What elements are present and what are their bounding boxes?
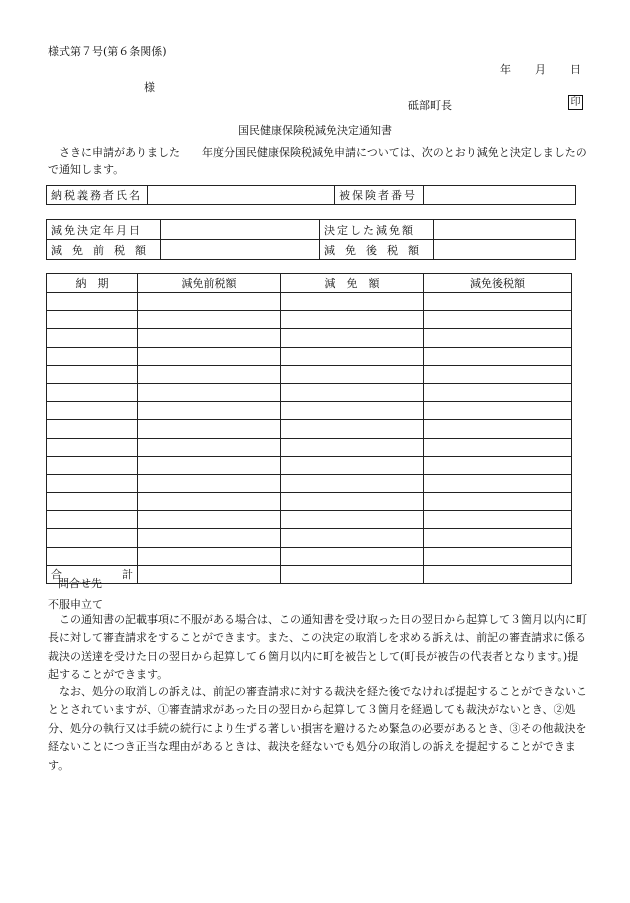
total-label-right: 計 [122, 568, 133, 582]
form-number: 様式第７号(第６条関係) [48, 45, 167, 58]
inquiry-label: 問合せ先 [58, 577, 102, 590]
before-tax-value[interactable] [161, 240, 320, 260]
appeal-text-1: この通知書の記載事項に不服がある場合は、この通知書を受け取った日の翌日から起算して３箇月以内に町長に対して審査請求をすることができます。また、この決定の取消しを求める訴えは、前記の審査請求に係る裁決の送達を受けた日の翌日から起算して６箇月以内に町を被告として(町長が被告の代表者となります。)提起することができます。 [48, 613, 587, 682]
header-after-tax: 減免後税額 [424, 274, 572, 293]
addressee-suffix: 様 [144, 81, 155, 94]
date-line [500, 61, 581, 77]
table-row [47, 438, 572, 456]
table-row [47, 511, 572, 529]
table-row [47, 293, 572, 311]
table-row [47, 547, 572, 565]
table-row [47, 493, 572, 511]
table-row [47, 420, 572, 438]
after-tax-label: 減免後税額 [320, 240, 434, 260]
header-due: 納 期 [47, 274, 138, 293]
decision-date-label: 減免決定年月日 [47, 220, 161, 240]
decided-amount-value[interactable] [434, 220, 576, 240]
total-label-left: 合 [51, 568, 62, 582]
table-row [47, 383, 572, 401]
document-title: 国民健康保険税減免決定通知書 [238, 124, 392, 137]
after-tax-value[interactable] [434, 240, 576, 260]
taxpayer-value[interactable] [148, 186, 335, 205]
payment-table [46, 273, 572, 584]
date-day: 日 [570, 63, 581, 76]
table-row [47, 474, 572, 492]
appeal-text-2: なお、処分の取消しの訴えは、前記の審査請求に対する裁決を経た後でなければ提起することができないこととされていますが、①審査請求があった日の翌日から起算して３箇月を経過しても裁決がないとき、②処分、処分の執行又は手続の続行により生ずる著しい損害を避けるため緊急の必要があるとき、③その他裁決を経ないことにつき正当な理由があるときは、裁決を経ないでも処分の取消しの訴えを提起することができます。 [48, 685, 587, 772]
date-month: 月 [535, 63, 546, 76]
table-row [47, 329, 572, 347]
header-before-tax: 減免前税額 [138, 274, 281, 293]
header-reduction: 減 免 額 [281, 274, 424, 293]
decided-amount-label: 決定した減免額 [320, 220, 434, 240]
table-row [47, 365, 572, 383]
decision-date-value[interactable] [161, 220, 320, 240]
seal-mark: 印 [568, 95, 583, 110]
appeal-heading: 不服申立て [48, 598, 103, 611]
table-row [47, 347, 572, 365]
date-year: 年 [500, 63, 511, 76]
before-tax-label: 減免前税額 [47, 240, 161, 260]
decision-table [46, 219, 576, 260]
total-row [47, 565, 572, 583]
table-row [47, 456, 572, 474]
taxpayer-table [46, 185, 576, 205]
insured-number-value[interactable] [424, 186, 576, 205]
table-row [47, 402, 572, 420]
table-row [47, 311, 572, 329]
insured-number-label: 被保険者番号 [335, 186, 424, 205]
intro-text: さきに申請がありました 年度分国民健康保険税減免申請については、次のとおり減免と決定しましたので通知します。 [48, 146, 587, 176]
taxpayer-label: 納税義務者氏名 [47, 186, 148, 205]
table-row [47, 529, 572, 547]
issuer: 砥部町長 [408, 99, 452, 112]
